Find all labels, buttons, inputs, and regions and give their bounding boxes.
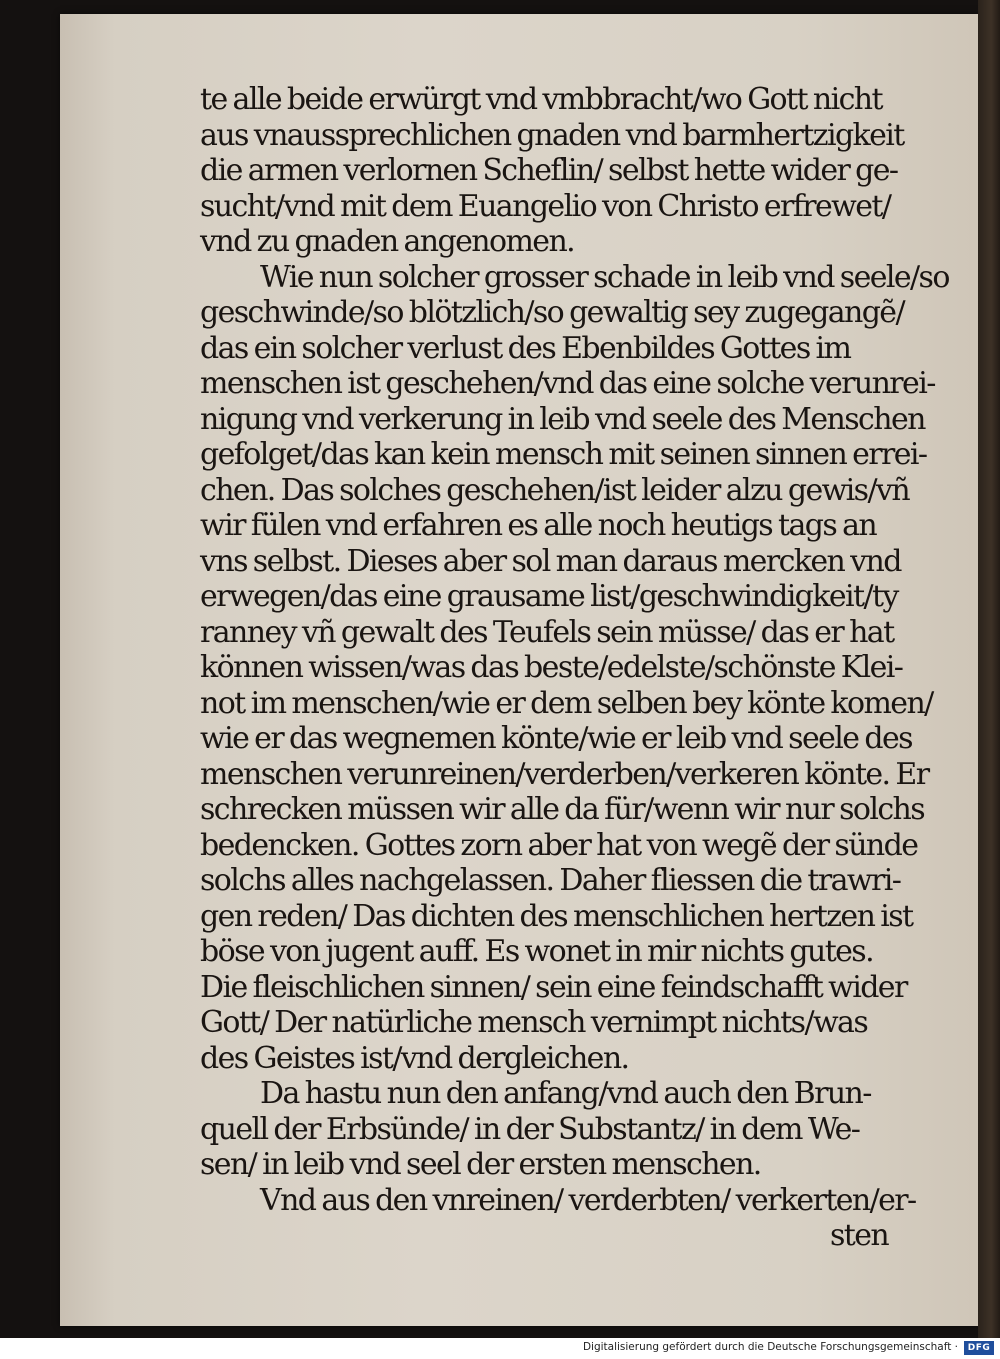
text-line: schrecken müssen wir alle da für/wenn wir nur solchs: [200, 792, 925, 827]
footer-bar: [0, 1338, 1000, 1359]
text-line: das ein solcher verlust des Ebenbildes Gottes im: [200, 330, 851, 366]
catchword: sten: [830, 1218, 889, 1253]
text-line: sen/ in leib vnd seel der ersten menschen.: [200, 1147, 761, 1182]
text-line: gen reden/ Das dichten des menschlichen hertzen ist: [200, 898, 913, 934]
text-line: erwegen/das eine grausame list/geschwindigkeit/ty: [200, 579, 898, 614]
text-line: Vnd aus den vnreinen/ verderbten/ verkerten/er-: [260, 1182, 916, 1218]
text-line: geschwinde/so blötzlich/so gewaltig sey zugegangẽ/: [200, 295, 904, 330]
funding-notice: Digitalisierung gefördert durch die Deutsche Forschungsgemeinschaft ·: [582, 1341, 958, 1353]
text-line: gefolget/das kan kein mensch mit seinen sinnen errei-: [200, 437, 927, 472]
text-line: menschen verunreinen/verderben/verkeren könte. Er: [200, 756, 929, 792]
text-line: solchs alles nachgelassen. Daher fliessen die trawri-: [200, 863, 901, 898]
text-line: ranney vñ gewalt des Teufels sein müsse/ das er hat: [200, 614, 894, 650]
text-line: vnd zu gnaden angenomen.: [200, 224, 575, 259]
text-line: sucht/vnd mit dem Euangelio von Christo erfrewet/: [200, 188, 891, 224]
text-line: chen. Das solches geschehen/ist leider alzu gewis/vñ: [200, 472, 910, 508]
text-line: können wissen/was das beste/edelste/schönste Klei-: [200, 650, 903, 685]
text-line: bedencken. Gottes zorn aber hat von wegẽ der sünde: [200, 827, 918, 863]
text-line: böse von jugent auff. Es wonet in mir nichts gutes.: [200, 934, 874, 969]
text-line: vns selbst. Dieses aber sol man daraus mercken vnd: [200, 543, 901, 579]
text-line: wir fülen vnd erfahren es alle noch heutigs tags an: [200, 508, 877, 543]
book-spine: [978, 0, 1000, 1338]
text-line: Wie nun solcher grosser schade in leib vnd seele/so: [260, 259, 949, 295]
text-line: Gott/ Der natürliche mensch vernimpt nichts/was: [200, 1005, 868, 1040]
text-line: not im menschen/wie er dem selben bey könte komen/: [200, 685, 933, 721]
text-line: Da hastu nun den anfang/vnd auch den Brun-: [260, 1076, 871, 1111]
text-line: nigung vnd verkerung in leib vnd seele des Menschen: [200, 401, 925, 437]
text-line: quell der Erbsünde/ in der Substantz/ in dem We-: [200, 1111, 860, 1147]
dfg-logo[interactable]: DFG: [964, 1341, 994, 1355]
text-line: menschen ist geschehen/vnd das eine solche verunrei-: [200, 366, 935, 401]
body-text: [200, 82, 949, 1254]
text-line: wie er das wegnemen könte/wie er leib vnd seele des: [200, 721, 912, 756]
text-line: aus vnaussprechlichen gnaden vnd barmhertzigkeit: [200, 117, 904, 153]
text-line: die armen verlornen Scheflin/ selbst hette wider ge-: [200, 153, 898, 188]
text-line: Die fleischlichen sinnen/ sein eine feindschafft wider: [200, 969, 907, 1005]
text-line: des Geistes ist/vnd dergleichen.: [200, 1040, 629, 1076]
text-line: te alle beide erwürgt vnd vmbbracht/wo Gott nicht: [200, 82, 882, 117]
